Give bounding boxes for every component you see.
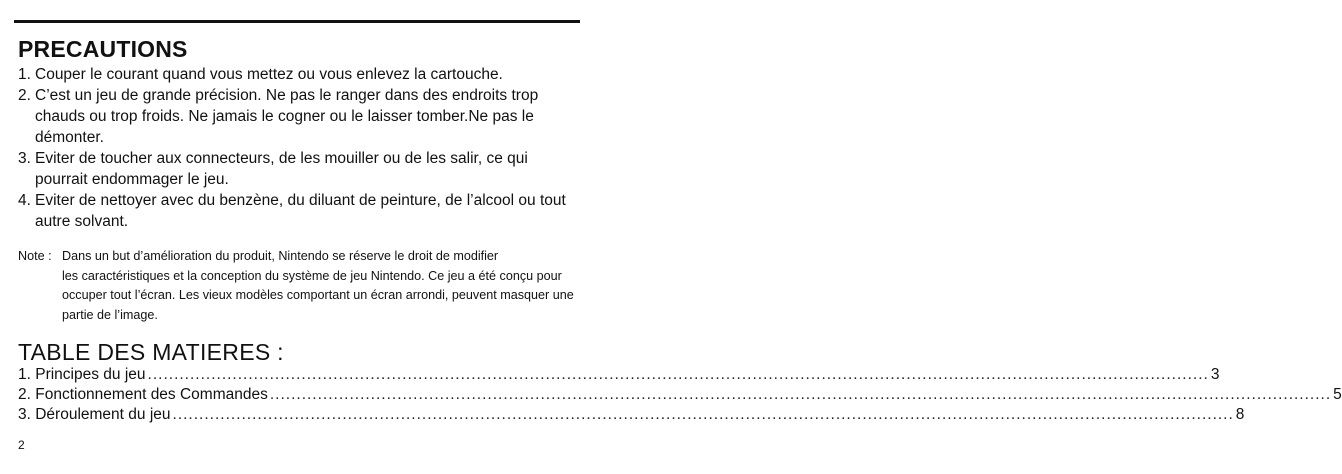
item-text: Eviter de toucher aux connecteurs, de les mouiller ou de les salir, ce qui pourrait endommager le jeu. [35, 150, 528, 188]
toc-entry-title: 1. Principes du jeu [18, 366, 146, 383]
note-label: Note : [18, 249, 52, 263]
precautions-heading: PRECAUTIONS [18, 36, 188, 62]
dot-leader: ........................................................................................................................................................................................................ [172, 406, 1234, 423]
toc-entry-page: 5 [1333, 386, 1342, 403]
toc-entry[interactable] [18, 385, 1342, 405]
item-number: 2. [18, 87, 31, 104]
toc-entry-title: 3. Déroulement du jeu [18, 406, 171, 423]
list-item [18, 190, 578, 232]
toc-entry[interactable] [18, 365, 1220, 385]
item-number: 4. [18, 192, 31, 209]
note-first-line [18, 247, 578, 267]
item-number: 1. [18, 66, 31, 83]
note-block [18, 247, 578, 325]
top-rule [14, 20, 580, 23]
toc-entry-title: 2. Fonctionnement des Commandes [18, 386, 268, 403]
toc-entry[interactable] [18, 405, 1245, 425]
list-item [18, 85, 578, 148]
list-item [18, 64, 578, 85]
precautions-list [18, 64, 578, 232]
toc-heading: TABLE DES MATIERES : [18, 339, 284, 365]
dot-leader: ........................................................................................................................................................................................................ [269, 386, 1332, 403]
item-text: Eviter de nettoyer avec du benzène, du diluant de peinture, de l’alcool ou tout autre solvant. [35, 192, 566, 230]
dot-leader: ........................................................................................................................................................................................................ [147, 366, 1209, 383]
toc-entry-page: 3 [1210, 366, 1220, 383]
toc-entry-page: 8 [1235, 406, 1245, 423]
item-text: Couper le courant quand vous mettez ou vous enlevez la cartouche. [35, 66, 503, 83]
list-item [18, 148, 578, 190]
note-line1: Dans un but d’amélioration du produit, Nintendo se réserve le droit de modifier [62, 249, 499, 263]
note-continuation: les caractéristiques et la conception du système de jeu Nintendo. Ce jeu a été conçu pour occuper tout l’écran. Les vieux modèles comportant un écran arrondi, peuvent masquer une partie de l’image. [62, 268, 574, 322]
page-number: 2 [18, 438, 25, 452]
table-of-contents [18, 365, 1342, 425]
item-number: 3. [18, 150, 31, 167]
item-text: C’est un jeu de grande précision. Ne pas le ranger dans des endroits trop chauds ou trop froids. Ne jamais le cogner ou le laisser tomber.Ne pas le démonter. [35, 87, 539, 146]
